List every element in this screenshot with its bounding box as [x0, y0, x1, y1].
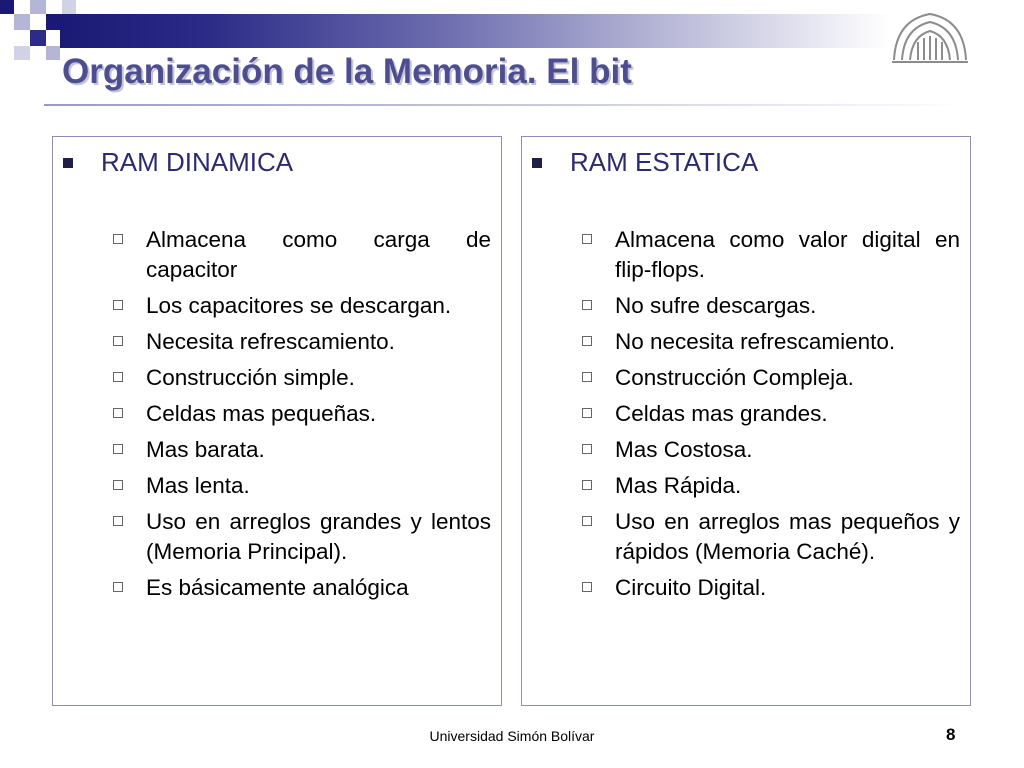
decor-square [14, 46, 30, 60]
dynamic-ram-list [113, 225, 491, 609]
checkbox-bullet-icon [582, 516, 592, 526]
list-item-text: Mas lenta. [146, 473, 250, 498]
page-number: 8 [946, 725, 956, 744]
decor-square [0, 0, 14, 14]
list-item [113, 471, 491, 501]
checkbox-bullet-icon [113, 516, 123, 526]
title-underline [44, 104, 964, 106]
header-band [60, 14, 890, 48]
list-item-text: Necesita refrescamiento. [146, 329, 395, 354]
list-item-text: Construcción Compleja. [615, 365, 854, 390]
list-item [113, 327, 491, 357]
list-item [582, 291, 960, 321]
list-item [582, 573, 960, 603]
square-bullet-icon [532, 158, 542, 168]
list-item [582, 399, 960, 429]
square-bullet-icon [63, 158, 73, 168]
static-ram-panel [521, 136, 971, 706]
list-item [582, 363, 960, 393]
checkbox-bullet-icon [113, 408, 123, 418]
list-item [113, 399, 491, 429]
list-item [113, 291, 491, 321]
heading-label: RAM DINAMICA [101, 147, 294, 177]
university-logo-icon [888, 6, 972, 68]
list-item-text: Almacena como valor digital en flip-flops. [615, 227, 960, 282]
list-item [582, 471, 960, 501]
checkbox-bullet-icon [113, 582, 123, 592]
list-item [582, 435, 960, 465]
dynamic-ram-panel [52, 136, 502, 706]
list-item [582, 327, 960, 357]
list-item-text: Mas barata. [146, 437, 265, 462]
decor-square [30, 0, 46, 14]
list-item-text: Almacena como carga de capacitor [146, 227, 491, 282]
list-item-text: Mas Rápida. [615, 473, 742, 498]
decor-square [46, 46, 60, 60]
list-item-text: Uso en arreglos grandes y lentos (Memoria Principal). [146, 509, 491, 564]
list-item-text: Circuito Digital. [615, 575, 767, 600]
checkbox-bullet-icon [113, 372, 123, 382]
checkbox-bullet-icon [113, 480, 123, 490]
list-item [582, 507, 960, 567]
list-item-text: Uso en arreglos mas pequeños y rápidos (Memoria Caché). [615, 509, 960, 564]
checkbox-bullet-icon [582, 582, 592, 592]
list-item-text: Los capacitores se descargan. [146, 293, 452, 318]
list-item-text: No necesita refrescamiento. [615, 329, 896, 354]
checkbox-bullet-icon [582, 336, 592, 346]
decor-square [46, 14, 62, 30]
list-item [113, 507, 491, 567]
list-item-text: Mas Costosa. [615, 437, 753, 462]
list-item [113, 363, 491, 393]
list-item [113, 573, 491, 603]
footer-institution: Universidad Simón Bolívar [429, 728, 595, 744]
decor-square [30, 30, 46, 46]
dynamic-ram-heading [61, 147, 293, 178]
list-item [113, 225, 491, 285]
static-ram-heading [530, 147, 758, 178]
checkbox-bullet-icon [113, 234, 123, 244]
checkbox-bullet-icon [582, 480, 592, 490]
checkbox-bullet-icon [582, 234, 592, 244]
heading-label: RAM ESTATICA [570, 147, 759, 177]
list-item-text: Celdas mas pequeñas. [146, 401, 377, 426]
list-item-text: No sufre descargas. [615, 293, 817, 318]
checkbox-bullet-icon [113, 300, 123, 310]
page-title: Organización de la Memoria. El bit [62, 52, 632, 91]
decor-square [14, 14, 30, 30]
decor-square [62, 0, 76, 14]
checkbox-bullet-icon [582, 408, 592, 418]
list-item-text: Celdas mas grandes. [615, 401, 828, 426]
list-item [582, 225, 960, 285]
list-item-text: Construcción simple. [146, 365, 355, 390]
list-item [113, 435, 491, 465]
checkbox-bullet-icon [113, 336, 123, 346]
static-ram-list [582, 225, 960, 609]
checkbox-bullet-icon [582, 300, 592, 310]
checkbox-bullet-icon [113, 444, 123, 454]
checkbox-bullet-icon [582, 444, 592, 454]
list-item-text: Es básicamente analógica [146, 575, 409, 600]
checkbox-bullet-icon [582, 372, 592, 382]
